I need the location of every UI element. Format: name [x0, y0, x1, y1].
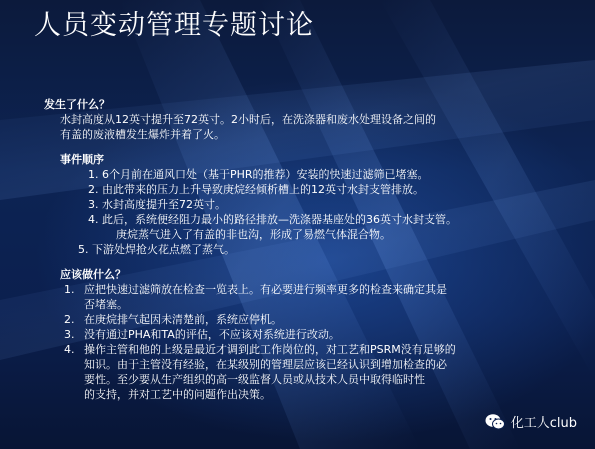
wechat-icon — [485, 413, 505, 431]
item-text-continuation: 否堵塞。 — [84, 298, 128, 311]
item-text-continuation: 的支持，并对工艺中的问题作出决策。 — [84, 388, 271, 401]
list-item — [64, 282, 564, 297]
item-text: 水封高度提升至72英寸。 — [102, 198, 226, 211]
item-text: 下游处焊抢火花点燃了蒸气。 — [92, 243, 235, 256]
list-item — [64, 342, 564, 357]
list-item — [88, 212, 564, 227]
item-number: 1. — [64, 283, 75, 296]
watermark-text: 化工人club — [510, 416, 577, 431]
item-text: 操作主管和他的上级是最近才调到此工作岗位的，对工艺和PSRM没有足够的 — [84, 343, 456, 356]
what-happened-heading: 发生了什么？ — [44, 98, 110, 111]
list-item — [78, 242, 564, 257]
item-text: 6个月前在通风口处（基于PHR的推荐）安装的快速过滤筛已堵塞。 — [102, 168, 429, 181]
item-number: 1. — [88, 168, 99, 181]
item-number: 2. — [64, 313, 75, 326]
item-number: 3. — [88, 198, 99, 211]
list-item — [64, 327, 564, 342]
item-number: 3. — [64, 328, 75, 341]
list-item — [64, 312, 564, 327]
item-number: 5. — [78, 243, 89, 256]
item-text: 此后，系统便经阻力最小的路径排放—洗涤器基座处的36英寸水封支管。 — [102, 213, 457, 226]
what-happened-text — [44, 112, 564, 142]
list-item — [88, 182, 564, 197]
sequence-list — [44, 167, 564, 257]
actions-heading: 应该做什么？ — [60, 268, 126, 281]
slide-body — [44, 97, 564, 402]
slide-title: 人员变动管理专题讨论 — [34, 10, 314, 41]
actions-list — [44, 282, 564, 402]
item-text-continuation: 要性。至少要从生产组织的高一级监督人员或从技术人员中取得临时性 — [84, 373, 425, 386]
list-item — [88, 197, 564, 212]
what-happened-line: 水封高度从12英寸提升至72英寸。2小时后，在洗涤器和废水处理设备之间的 — [60, 113, 436, 126]
item-number: 4. — [88, 213, 99, 226]
watermark — [485, 412, 577, 431]
item-text-continuation: 庚烷蒸气进入了有盖的非也沟，形成了易燃气体混合物。 — [116, 228, 391, 241]
item-text: 在庚烷排气起因未清楚前，系统应停机。 — [84, 313, 282, 326]
item-text: 没有通过PHA和TA的评估，不应该对系统进行改动。 — [84, 328, 340, 341]
item-text: 由此带来的压力上升导致庚烷经倾析槽上的12英寸水封支管排放。 — [102, 183, 424, 196]
item-number: 4. — [64, 343, 75, 356]
list-item — [88, 167, 564, 182]
sequence-heading: 事件顺序 — [60, 153, 104, 166]
item-number: 2. — [88, 183, 99, 196]
what-happened-line: 有盖的废液槽发生爆炸并着了火。 — [60, 128, 225, 141]
item-text-continuation: 知识。由于主管没有经验，在某级别的管理层应该已经认识到增加检查的必 — [84, 358, 447, 371]
item-text: 应把快速过滤筛放在检查一览表上。有必要进行频率更多的检查来确定其是 — [84, 283, 447, 296]
